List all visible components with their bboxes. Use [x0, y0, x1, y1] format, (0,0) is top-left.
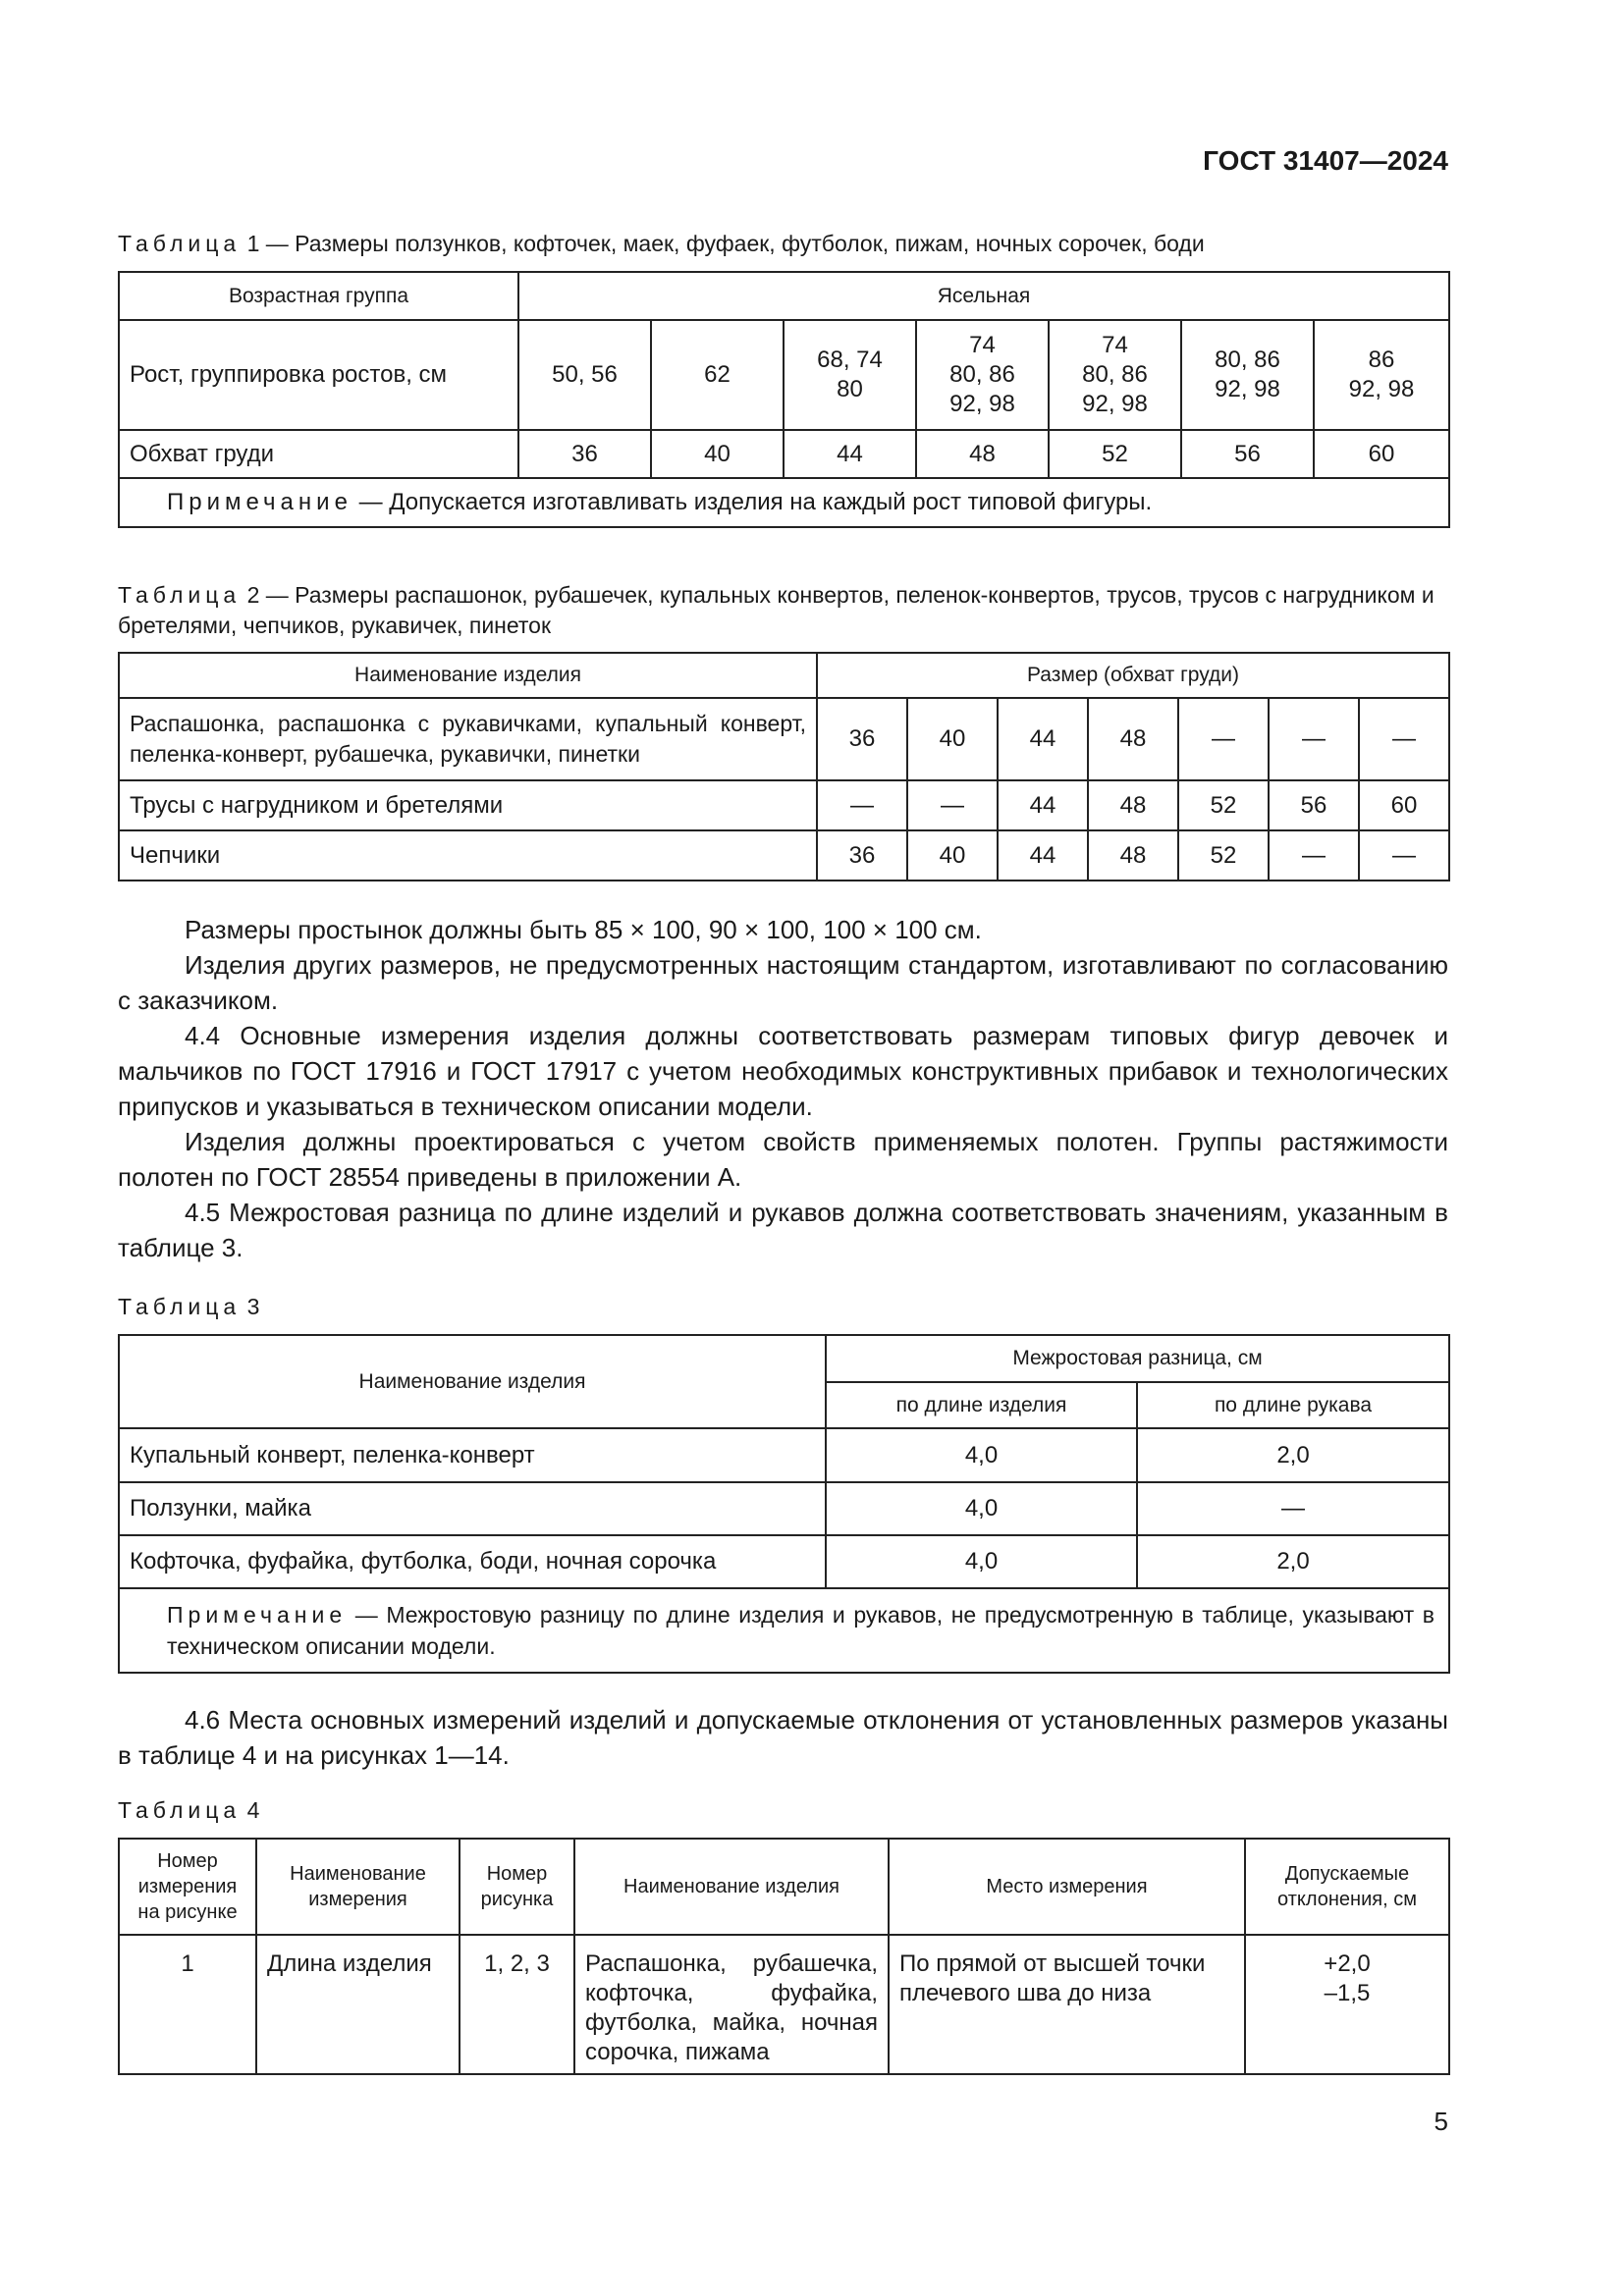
height-label: Рост, группировка ростов, см — [119, 320, 518, 430]
document-header: ГОСТ 31407—2024 — [1203, 145, 1448, 176]
table1-caption-text: 1 — Размеры ползунков, кофточек, маек, фуфаек, футболок, пижам, ночных сорочек, боди — [246, 231, 1205, 256]
age-group-label: Возрастная группа — [119, 272, 518, 320]
paragraph: Размеры простынок должны быть 85 × 100, 90 × 100, 100 × 100 см. — [185, 915, 982, 944]
header-tolerance: Допускаемые отклонения, см — [1245, 1839, 1449, 1935]
table1-caption — [118, 229, 1447, 259]
height-cell: 74 80, 86 92, 98 — [1049, 320, 1181, 430]
sleeve-cell: 2,0 — [1137, 1535, 1449, 1588]
chest-cell: 44 — [784, 430, 916, 478]
figure-num-cell: 1, 2, 3 — [460, 1935, 574, 2074]
chest-cell: 60 — [1314, 430, 1449, 478]
header-item-name: Наименование изделия — [574, 1839, 889, 1935]
col-item-header: Наименование изделия — [119, 1335, 826, 1428]
size-cell: 52 — [1178, 780, 1269, 830]
size-cell: 44 — [998, 698, 1088, 780]
table4-caption — [118, 1795, 1447, 1826]
paragraph: Изделия должны проектироваться с учетом свойств применяемых полотен. Группы растяжимости полотен по ГОСТ 28554 приведены в приложении А. — [118, 1127, 1448, 1192]
size-cell: — — [907, 780, 998, 830]
table1 — [118, 271, 1450, 528]
paragraph-4-4: 4.4 Основные измерения изделия должны соответствовать размерам типовых фигур девочек и мальчиков по ГОСТ 17916 и ГОСТ 17917 с учетом необходимых конструктивных прибавок и технологических припусков и указываться в техническом описании модели. — [118, 1021, 1448, 1121]
paragraph-4-5: 4.5 Межростовая разница по длине изделий и рукавов должна соответствовать значениям, указанным в таблице 3. — [118, 1198, 1448, 1262]
length-cell: 4,0 — [826, 1535, 1137, 1588]
size-cell: — — [1359, 830, 1449, 881]
table4 — [118, 1838, 1450, 2075]
table2-row-name: Трусы с нагрудником и бретелями — [119, 780, 817, 830]
table2-row-name: Чепчики — [119, 830, 817, 881]
body-text-section — [118, 912, 1448, 1265]
size-cell: 56 — [1269, 780, 1359, 830]
height-cell: 74 80, 86 92, 98 — [916, 320, 1049, 430]
table3-caption-label: Таблица — [118, 1294, 242, 1319]
chest-label: Обхват груди — [119, 430, 518, 478]
size-cell: 52 — [1178, 830, 1269, 881]
size-cell: 48 — [1088, 698, 1178, 780]
size-cell: — — [1269, 698, 1359, 780]
size-cell: 60 — [1359, 780, 1449, 830]
size-cell: — — [817, 780, 907, 830]
size-cell: — — [1178, 698, 1269, 780]
size-cell: 44 — [998, 780, 1088, 830]
table3-row-name: Купальный конверт, пеленка-конверт — [119, 1428, 826, 1482]
size-cell: — — [1359, 698, 1449, 780]
table3-caption — [118, 1292, 1447, 1322]
chest-cell: 36 — [518, 430, 651, 478]
sleeve-cell: — — [1137, 1482, 1449, 1535]
table2-row-name: Распашонка, распашонка с рукавичками, купальный конверт, пеленка-конверт, рубашечка, рукавички, пинетки — [119, 698, 817, 780]
height-cell: 68, 74 80 — [784, 320, 916, 430]
body-text-section-2 — [118, 1702, 1448, 1773]
size-cell: 40 — [907, 830, 998, 881]
header-measure-place: Место измерения — [889, 1839, 1245, 1935]
table2-caption-text: 2 — Размеры распашонок, рубашечек, купальных конвертов, пеленок-конвертов, трусов, трусов с нагрудником и бретелями, чепчиков, рукавичек, пинеток — [118, 582, 1435, 638]
table3-row-name: Кофточка, фуфайка, футболка, боди, ночная сорочка — [119, 1535, 826, 1588]
table3-note: Примечание — Межростовую разницу по длине изделия и рукавов, не предусмотренную в таблице, указывают в техническом описании модели. — [119, 1588, 1449, 1673]
measure-num-cell: 1 — [119, 1935, 256, 2074]
height-cell: 62 — [651, 320, 784, 430]
paragraph-4-6: 4.6 Места основных измерений изделий и допускаемые отклонения от установленных размеров указаны в таблице 4 и на рисунках 1—14. — [118, 1705, 1448, 1770]
header-measure-num: Номер измерения на рисунке — [119, 1839, 256, 1935]
table1-note: Примечание — Допускается изготавливать изделия на каждый рост типовой фигуры. — [119, 478, 1449, 527]
chest-cell: 48 — [916, 430, 1049, 478]
header-measure-name: Наименование измерения — [256, 1839, 460, 1935]
chest-cell: 56 — [1181, 430, 1314, 478]
col-length-header: по длине изделия — [826, 1382, 1137, 1428]
size-cell: 48 — [1088, 830, 1178, 881]
paragraph: Изделия других размеров, не предусмотренных настоящим стандартом, изготавливают по согласованию с заказчиком. — [118, 950, 1448, 1015]
size-cell: 44 — [998, 830, 1088, 881]
table2-caption — [118, 580, 1447, 641]
col-item-header: Наименование изделия — [119, 653, 817, 698]
tolerance-cell: +2,0 –1,5 — [1245, 1935, 1449, 2074]
size-cell: — — [1269, 830, 1359, 881]
measure-place-cell: По прямой от высшей точки плечевого шва до низа — [889, 1935, 1245, 2074]
item-name-cell: Распашонка, рубашечка, кофточка, фуфайка, футболка, майка, ночная сорочка, пижама — [574, 1935, 889, 2074]
size-cell: 36 — [817, 698, 907, 780]
table4-caption-label: Таблица — [118, 1797, 242, 1823]
chest-cell: 52 — [1049, 430, 1181, 478]
chest-cell: 40 — [651, 430, 784, 478]
page-number: 5 — [1434, 2107, 1448, 2136]
col-diff-header: Межростовая разница, см — [826, 1335, 1449, 1382]
table2-caption-label: Таблица — [118, 582, 242, 608]
col-sleeve-header: по длине рукава — [1137, 1382, 1449, 1428]
size-cell: 36 — [817, 830, 907, 881]
age-group-value: Ясельная — [518, 272, 1449, 320]
size-cell: 48 — [1088, 780, 1178, 830]
table4-caption-num: 4 — [246, 1797, 260, 1823]
table3-row-name: Ползунки, майка — [119, 1482, 826, 1535]
sleeve-cell: 2,0 — [1137, 1428, 1449, 1482]
measure-name-cell: Длина изделия — [256, 1935, 460, 2074]
table3-caption-num: 3 — [246, 1294, 260, 1319]
length-cell: 4,0 — [826, 1482, 1137, 1535]
height-cell: 50, 56 — [518, 320, 651, 430]
length-cell: 4,0 — [826, 1428, 1137, 1482]
height-cell: 80, 86 92, 98 — [1181, 320, 1314, 430]
height-cell: 86 92, 98 — [1314, 320, 1449, 430]
table2 — [118, 652, 1450, 881]
table3 — [118, 1334, 1450, 1674]
size-cell: 40 — [907, 698, 998, 780]
header-figure-num: Номер рисунка — [460, 1839, 574, 1935]
table1-caption-label: Таблица — [118, 231, 242, 256]
col-size-header: Размер (обхват груди) — [817, 653, 1449, 698]
